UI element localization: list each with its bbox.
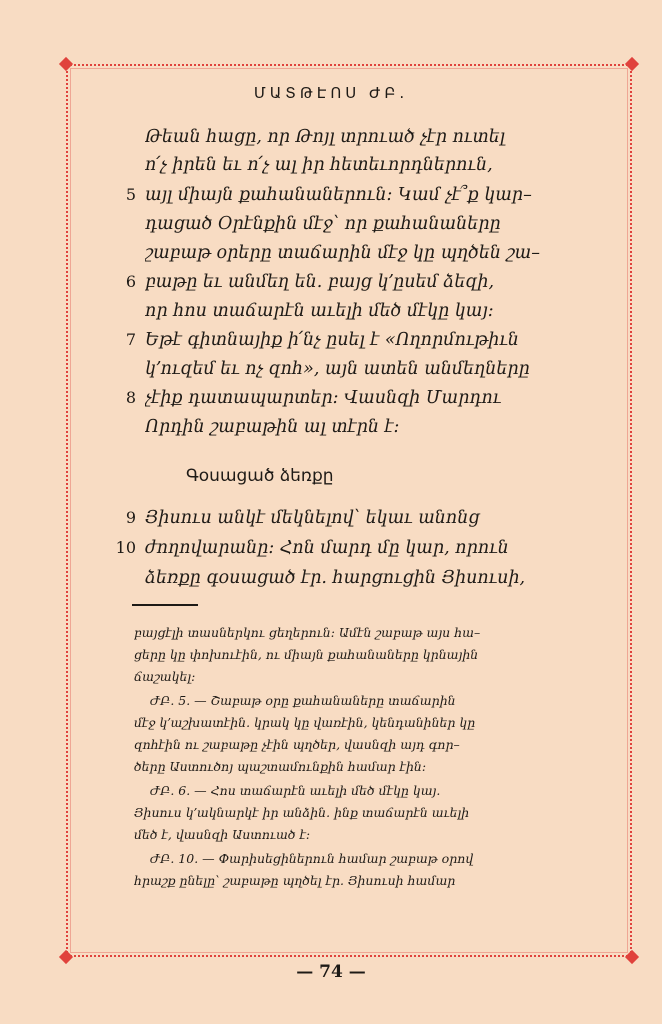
- text-line: որ հոս տաճարէն աւելի մեծ մէկը կայ:: [145, 301, 494, 321]
- verse-number: 7: [125, 330, 136, 349]
- verse-number: 5: [125, 185, 136, 204]
- footnote-line: ԺԲ. 6. — Հոս տաճարէն աւելի մեծ մէկը կայ.: [150, 783, 441, 798]
- text-line: ո՛չ իրեն եւ ո՛չ ալ իր հետեւորդներուն,: [145, 155, 493, 175]
- footnote-line: բայցէլի տասներկու ցեղերուն: Ամէն շաբաթ այս հա–: [134, 625, 481, 640]
- section-heading: Գօսացած ձեռքը: [186, 466, 334, 486]
- verse-number: 9: [125, 508, 136, 527]
- footnote-line: մէջ կ՚աշխատէին. կրակ կը վառէին, կենդանիներ կը: [134, 715, 476, 730]
- footnote-line: ծերը Աստուծոյ պաշտամունքին համար էին:: [134, 759, 427, 774]
- text-line: չէիք դատապարտեր: Վասնզի Մարդու: [145, 388, 502, 408]
- text-line: շաբաթ օրերը տաճարին մէջ կը պղծեն շա–: [145, 243, 541, 263]
- footnote-line: ցերը կը փոխուէին, ու միայն քահանաները կրնային: [134, 647, 479, 662]
- text-line: Թեան հացը, որ Թոյլ տրուած չէր ուտել: [145, 127, 506, 147]
- text-line: ձեռքը գօսացած էր. հարցուցին Յիսուսի,: [145, 568, 526, 588]
- footnote-line: ճաշակել:: [134, 669, 196, 684]
- text-line: այլ միայն քահանաներուն: Կամ չէ՞ք կար–: [145, 185, 532, 205]
- footnote-line: զոհէին ու շաբաթը չէին պղծեր, վասնզի այդ գոր–: [134, 737, 460, 752]
- text-line: դացած Օրէնքին մէջ՝ որ քահանաները: [145, 214, 501, 234]
- text-line: կ՚ուզեմ եւ ոչ զոհ», այն ատեն անմեղները: [145, 359, 530, 379]
- page-number: — 74 —: [296, 962, 366, 982]
- text-line: Որդին շաբաթին ալ տէրն է:: [145, 417, 400, 437]
- footnote-line: Յիսուս կ՚ակնարկէ իր անձին. ինք տաճարէն աւելի: [134, 805, 470, 820]
- footnote-line: մեծ է, վասնզի Աստուած է:: [134, 827, 311, 842]
- text-line: ժողովարանը: Հոն մարդ մը կար, որուն: [145, 538, 509, 558]
- verse-number: 6: [125, 272, 136, 291]
- text-line: Յիսուս անկէ մեկնելով՝ եկաւ անոնց: [145, 508, 480, 528]
- running-header: ՄԱՏԹԷՈՍ ԺԲ.: [253, 84, 409, 102]
- verse-number: 10: [115, 538, 136, 557]
- text-line: Եթէ գիտնայիք ի՛նչ ըսել է «Ողորմութիւն: [145, 330, 519, 350]
- footnote-line: ԺԲ. 5. — Շաբաթ օրը քահանաները տաճարին: [150, 693, 456, 708]
- footnote-line: ԺԲ. 10. — Փարիսեցիներուն համար շաբաթ օրով: [150, 851, 474, 866]
- verse-number: 8: [125, 388, 136, 407]
- footnote-divider: [132, 604, 198, 606]
- footnote-line: հրաշք ընելը՝ շաբաթը պղծել էր. Յիսուսի համար: [134, 873, 456, 888]
- text-line: բաթը եւ անմեղ են. բայց կ՚ըսեմ ձեզի,: [145, 272, 495, 292]
